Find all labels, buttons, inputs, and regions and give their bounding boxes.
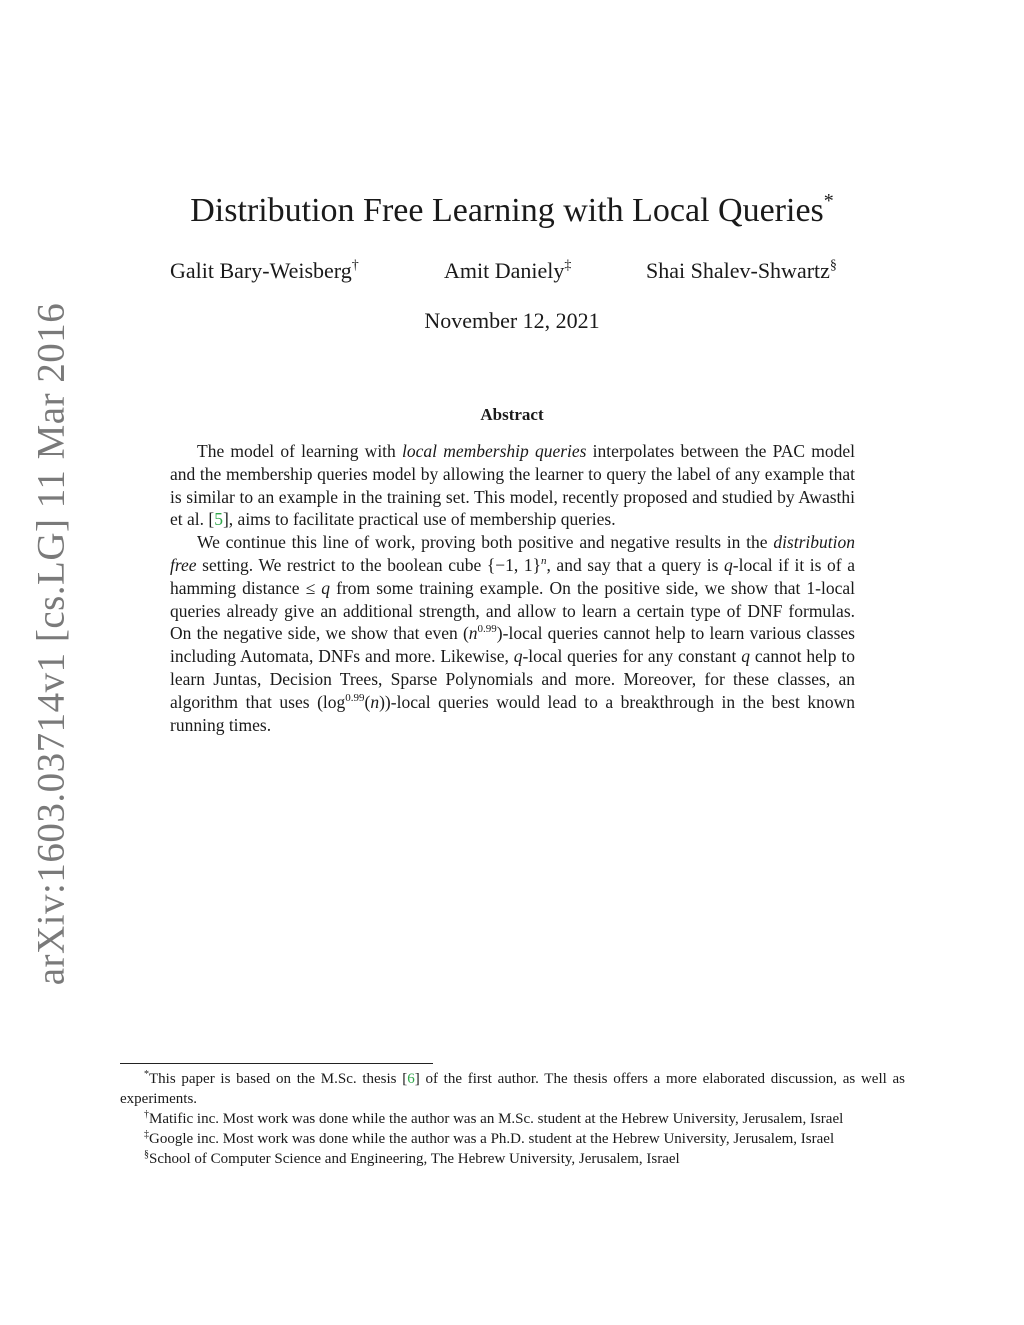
citation-link[interactable]: 6: [407, 1071, 415, 1087]
paper-date: November 12, 2021: [424, 308, 600, 333]
author-footnote-mark: †: [351, 258, 359, 273]
footnote-mark: †: [144, 1109, 149, 1120]
text-run: (: [364, 691, 371, 712]
text-run: ))-local queries would lead to a breakthrough in the best known running times.: [170, 691, 855, 735]
text-run: , and say that a query is: [546, 554, 725, 575]
author-list: [0, 258, 1024, 292]
paper-title: [0, 190, 1024, 230]
emphasis: local membership queries: [402, 441, 587, 461]
text-run: -local if it is of a hamming distance ≤: [170, 554, 855, 598]
footnote-mark: ‡: [144, 1129, 149, 1140]
text-run: The model of learning with: [197, 441, 402, 461]
citation-link[interactable]: 5: [214, 509, 223, 530]
text-run: setting. We restrict to the boolean cube {−1, 1}: [196, 554, 541, 575]
math-superscript: n: [540, 554, 547, 567]
abstract-paragraph-1: [170, 440, 855, 531]
author-name: Amit Daniely: [444, 258, 565, 283]
footnote-text: Google inc. Most work was done while the author was a Ph.D. student at the Hebrew University, Jerusalem, Israel: [149, 1131, 835, 1147]
footnote-text: ] of the first author. The thesis offers a more elaborated discussion, as well as experiments.: [120, 1071, 905, 1107]
author-footnote-mark: §: [829, 258, 837, 273]
author-name: Galit Bary-Weisberg: [170, 258, 352, 283]
footnote-3: [120, 1129, 905, 1149]
arxiv-side-stamp: arXiv:1603.03714v1 [cs.LG] 11 Mar 2016: [29, 302, 73, 986]
title-footnote-mark: *: [823, 190, 834, 212]
math-superscript: 0.99: [477, 623, 497, 636]
author-1: [170, 258, 359, 284]
text-run: We continue this line of work, proving both positive and negative results in the: [197, 532, 774, 553]
footnote-text: Matific inc. Most work was done while the author was an M.Sc. student at the Hebrew University, Jerusalem, Israel: [149, 1111, 844, 1127]
author-name: Shai Shalev-Shwartz: [646, 258, 830, 283]
footnote-2: [120, 1109, 905, 1129]
footnote-text: School of Computer Science and Engineering, The Hebrew University, Jerusalem, Israel: [149, 1151, 680, 1167]
abstract-heading: Abstract: [480, 405, 544, 424]
math-variable: q: [513, 646, 523, 667]
math-variable: n: [468, 623, 478, 644]
footnote-text: This paper is based on the M.Sc. thesis [: [149, 1071, 408, 1087]
footnote-4: [120, 1149, 905, 1169]
text-run: from some training example. On the positive side, we show that 1-local queries already give an additional strength, and allow to learn a certain type of DNF formulas. On the negative side, we show that even (: [170, 577, 856, 644]
math-variable: q: [724, 554, 733, 575]
text-run: )-local queries cannot help to learn various classes including Automata, DNFs and more. Likewise,: [170, 623, 855, 667]
text-run: interpolates between the PAC model and the membership queries model by allowing the learner to query the label of any example that is similar to an example in the training set. This model, recently proposed and studied by Awasthi et al. [: [170, 441, 855, 530]
text-run: -local queries for any constant: [522, 646, 742, 667]
math-variable: q: [321, 577, 331, 598]
math-superscript: 0.99: [345, 691, 365, 704]
author-2: [444, 258, 571, 284]
footnote-1: [120, 1069, 905, 1109]
footnote-mark: *: [144, 1069, 149, 1080]
text-run: ], aims to facilitate practical use of membership queries.: [222, 509, 616, 530]
math-variable: q: [741, 646, 750, 667]
title-text: Distribution Free Learning with Local Queries: [190, 192, 824, 229]
author-footnote-mark: ‡: [564, 258, 572, 273]
footnote-rule: [120, 1063, 433, 1064]
abstract-body: [170, 440, 855, 736]
abstract-paragraph-2: [170, 531, 855, 736]
math-variable: n: [370, 691, 380, 712]
author-3: [646, 258, 837, 284]
arxiv-stamp-container: [28, 302, 74, 986]
emphasis: distribution free: [170, 532, 855, 575]
footnotes: [120, 1069, 905, 1169]
text-run: cannot help to learn Juntas, Decision Trees, Sparse Polynomials and more. Moreover, for these classes, an algorithm that uses (log: [170, 646, 855, 712]
footnote-mark: §: [144, 1149, 149, 1160]
